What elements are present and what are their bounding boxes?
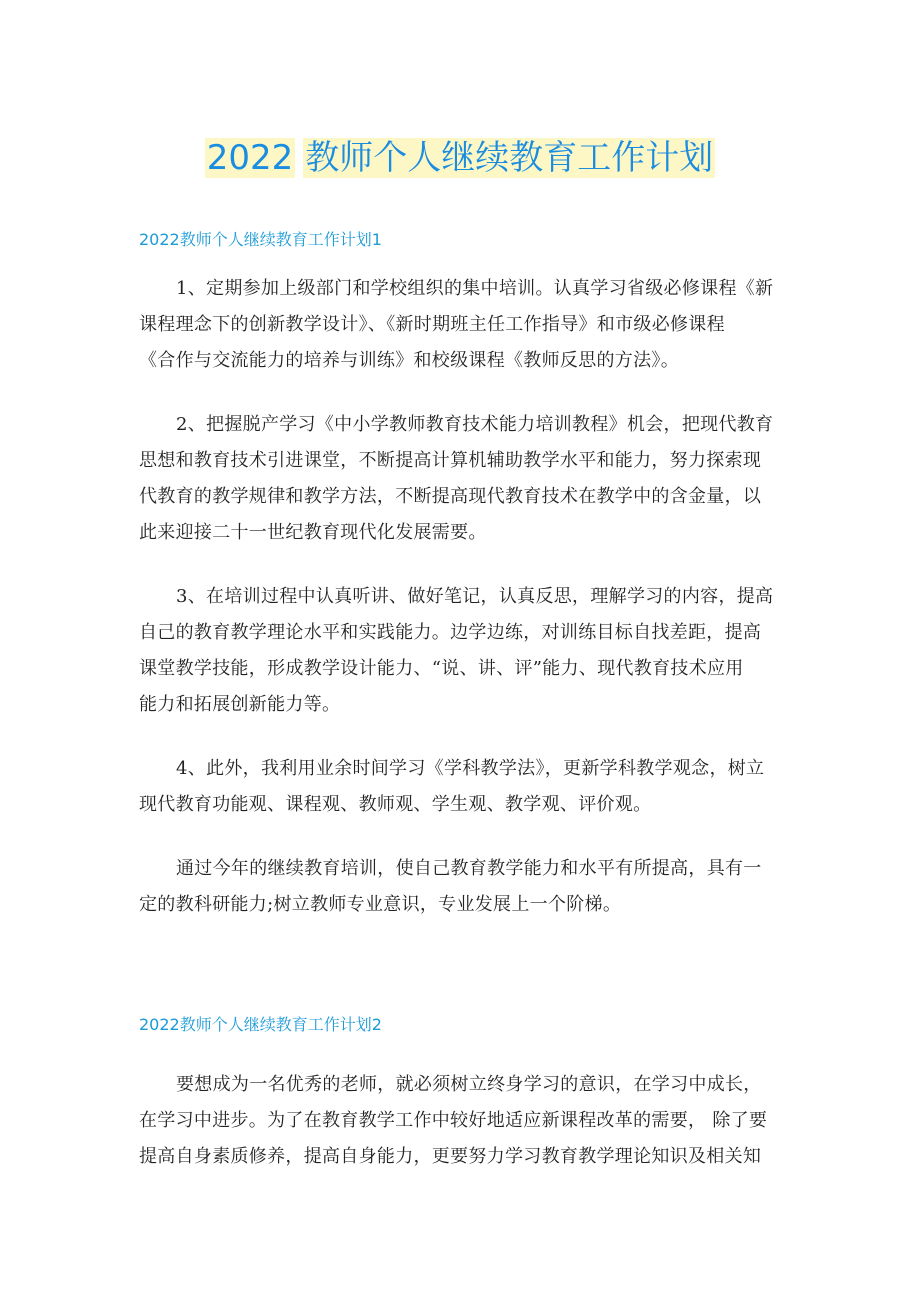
paragraph <box>139 751 799 823</box>
text-line: 代教育的教学规律和教学方法，不断提高现代教育技术在教学中的含金量，以 <box>139 486 762 507</box>
text-line: 要想成为一名优秀的老师，就必须树立终身学习的意识，在学习中成长， <box>176 1074 762 1095</box>
text-line: 此来迎接二十一世纪教育现代化发展需要。 <box>139 522 487 543</box>
section-heading-1: 2022教师个人继续教育工作计划1 <box>139 230 382 249</box>
text-line: 课程理念下的创新教学设计》、《新时期班主任工作指导》和市级必修课程 <box>139 314 725 335</box>
title-text: 教师个人继续教育工作计划 <box>305 138 714 178</box>
text-line: 自己的教育教学理论水平和实践能力。边学边练，对训练目标自找差距，提高 <box>139 622 762 643</box>
text-line: 能力和拓展创新能力等。 <box>139 694 341 715</box>
text-line: 《合作与交流能力的培养与训练》和校级课程《教师反思的方法》。 <box>139 350 679 371</box>
paragraph <box>139 851 799 923</box>
text-line: 课堂教学技能，形成教学设计能力、“说、讲、评”能力、现代教育技术应用 <box>139 658 744 679</box>
paragraph <box>139 407 799 551</box>
title-year: 2022 <box>206 138 294 178</box>
text-line: 3、在培训过程中认真听讲、做好笔记，认真反思，理解学习的内容，提高 <box>176 586 774 607</box>
paragraph <box>139 579 799 723</box>
document-title <box>0 135 920 181</box>
text-line: 现代教育功能观、课程观、教师观、学生观、教学观、评价观。 <box>139 794 652 815</box>
text-line: 2、把握脱产学习《中小学教师教育技术能力培训教程》机会，把现代教育 <box>176 414 774 435</box>
text-line: 提高自身素质修养，提高自身能力，更要努力学习教育教学理论知识及相关知 <box>139 1146 762 1167</box>
text-line: 在学习中进步。为了在教育教学工作中较好地适应新课程改革的需要， 除了要 <box>139 1110 768 1131</box>
section-heading-2: 2022教师个人继续教育工作计划2 <box>139 1015 382 1034</box>
text-line: 4、此外，我利用业余时间学习《学科教学法》，更新学科教学观念，树立 <box>176 758 765 779</box>
text-line: 思想和教育技术引进课堂，不断提高计算机辅助教学水平和能力，努力探索现 <box>139 450 762 471</box>
paragraph <box>139 271 799 379</box>
paragraph <box>139 1067 799 1175</box>
text-line: 通过今年的继续教育培训，使自己教育教学能力和水平有所提高，具有一 <box>176 858 762 879</box>
text-line: 1、定期参加上级部门和学校组织的集中培训。认真学习省级必修课程《新 <box>176 278 774 299</box>
text-line: 定的教科研能力;树立教师专业意识，专业发展上一个阶梯。 <box>139 894 622 915</box>
